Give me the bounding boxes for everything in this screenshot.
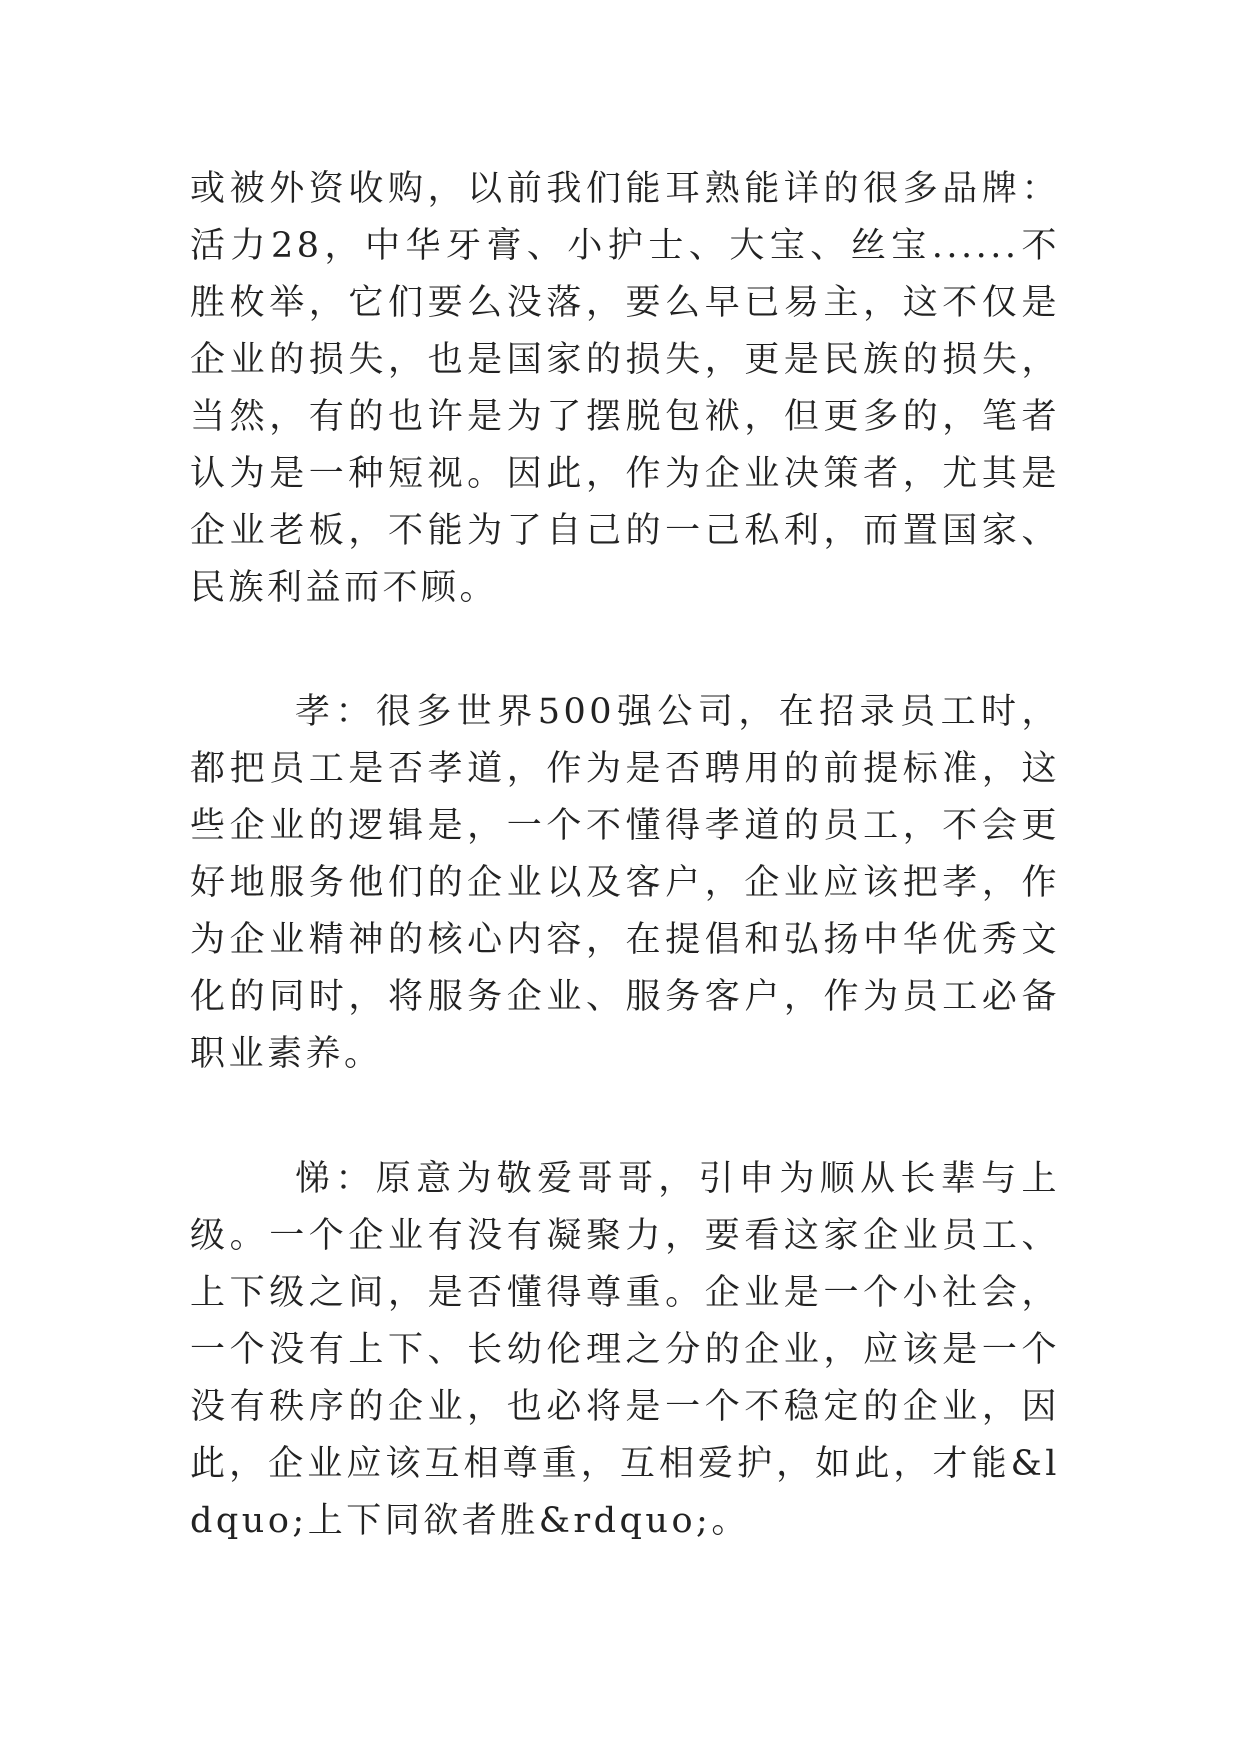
paragraph-filial-piety: 孝：很多世界500强公司，在招录员工时，都把员工是否孝道，作为是否聘用的前提标准，这些企业的逻辑是，一个不懂得孝道的员工，不会更好地服务他们的企业以及客户，企业应该把孝，作为企业精神的核心内容，在提倡和弘扬中华优秀文化的同时，将服务企业、服务客户，作为员工必备职业素养。 (190, 692, 1060, 1074)
paragraph-fraternal-respect: 悌：原意为敬爱哥哥，引申为顺从长辈与上级。一个企业有没有凝聚力，要看这家企业员工、上下级之间，是否懂得尊重。企业是一个小社会，一个没有上下、长幼伦理之分的企业，应该是一个没有秩序的企业，也必将是一个不稳定的企业，因此，企业应该互相尊重，互相爱护，如此，才能&ldquo;上下同欲者胜&rdquo;。 (190, 1159, 1060, 1541)
paragraph-brands: 或被外资收购，以前我们能耳熟能详的很多品牌：活力28，中华牙膏、小护士、大宝、丝宝......不胜枚举，它们要么没落，要么早已易主，这不仅是企业的损失，也是国家的损失，更是民族的损失，当然，有的也许是为了摆脱包袱，但更多的，笔者认为是一种短视。因此，作为企业决策者，尤其是企业老板，不能为了自己的一己私利，而置国家、民族利益而不顾。 (190, 169, 1060, 608)
